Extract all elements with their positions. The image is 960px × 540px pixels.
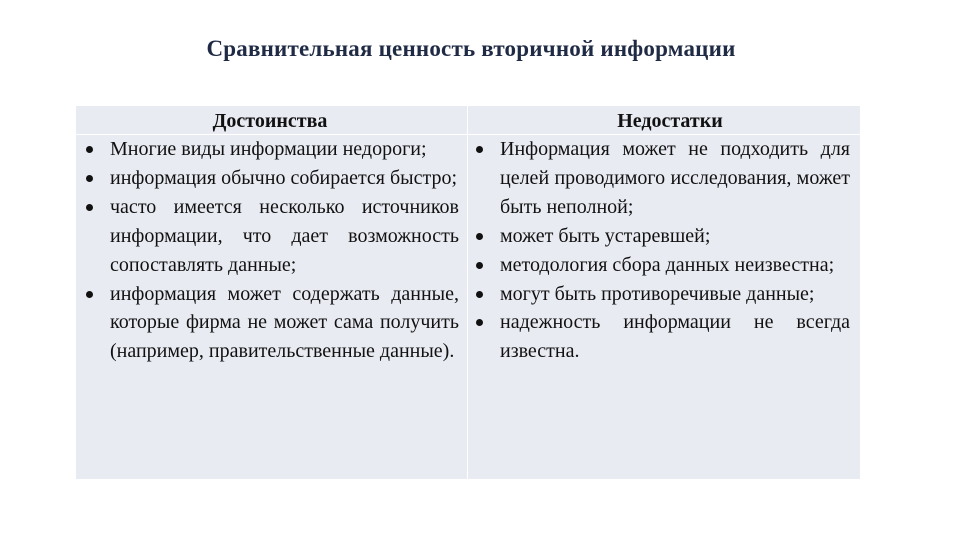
list-item — [84, 164, 459, 193]
bullet-icon — [86, 146, 93, 153]
list-item — [474, 222, 850, 251]
disadvantage-text: надежность информации не всегда известна. — [500, 311, 850, 363]
disadvantage-text: Информация может не подходить для целей проводимого исследования, может быть неполной; — [500, 138, 850, 218]
bullet-icon — [86, 175, 93, 182]
disadvantage-text: методология сбора данных неизвестна; — [500, 253, 835, 276]
list-item — [84, 280, 459, 367]
bullet-icon — [86, 204, 93, 211]
advantages-header: Достоинства — [212, 110, 328, 132]
bullet-icon — [476, 291, 483, 298]
advantages-column — [76, 106, 467, 479]
disadvantages-header: Недостатки — [617, 110, 723, 132]
list-item — [84, 193, 459, 280]
disadvantages-list — [474, 135, 850, 366]
bullet-icon — [476, 233, 483, 240]
list-item — [474, 251, 850, 280]
advantage-text: Многие виды информации недороги; — [110, 138, 427, 160]
advantage-text: информация обычно собирается быстро; — [110, 166, 458, 189]
disadvantage-text: может быть устаревшей; — [500, 224, 711, 247]
advantage-text: часто имеется несколько источников информации, что дает возможность сопоставлять данные; — [110, 195, 459, 276]
list-item — [474, 308, 850, 366]
list-item — [474, 135, 850, 222]
disadvantages-column — [468, 106, 860, 479]
list-item — [84, 135, 459, 164]
bullet-icon — [476, 262, 483, 269]
bullet-icon — [476, 146, 483, 153]
bullet-icon — [476, 319, 483, 326]
advantages-list — [84, 135, 459, 366]
disadvantage-text: могут быть противоречивые данные; — [500, 282, 815, 305]
list-item — [474, 280, 850, 309]
page-title: Сравнительная ценность вторичной информации — [206, 36, 736, 61]
comparison-table — [76, 106, 860, 479]
bullet-icon — [86, 291, 93, 298]
advantage-text: информация может содержать данные, которые фирма не может сама получить (например, правительственные данные). — [110, 282, 459, 363]
